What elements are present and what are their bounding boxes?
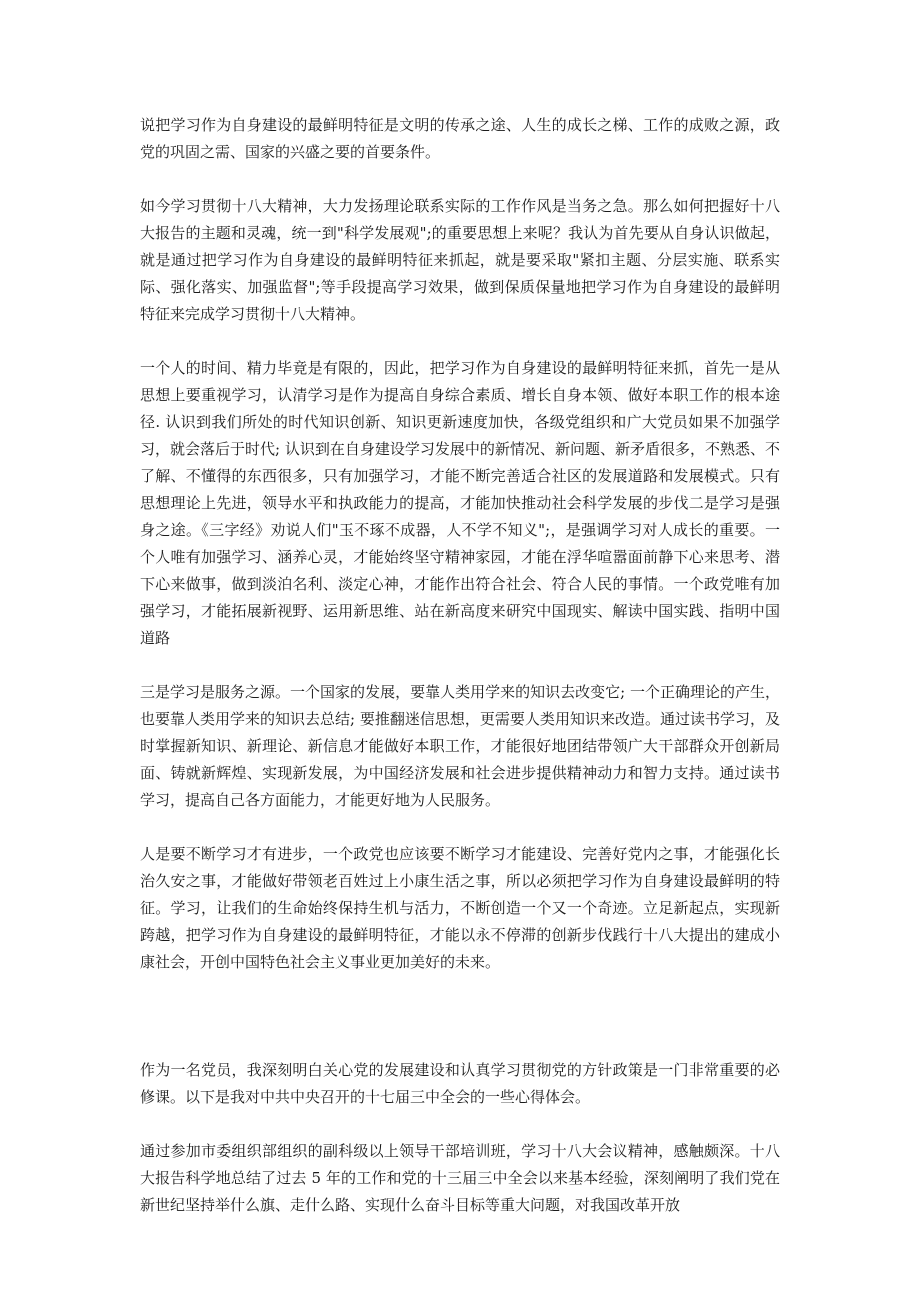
paragraph-service-source: 三是学习是服务之源。一个国家的发展，要靠人类用学来的知识去改变它; 一个正确理论的产生，也要靠人类用学来的知识去总结; 要推翻迷信思想，更需要人类用知识来改造。通过读书学习，及时掌握新知识、新理论、新信息才能做好本职工作，才能很好地团结带领广大干部群众开创新局面、铸就新辉煌、实现新发展，为中国经济发展和社会进步提供精神动力和智力支持。通过读书学习，提高自己各方面能力，才能更好地为人民服务。 bbox=[140, 683, 780, 809]
paragraph-party-member: 作为一名党员，我深刻明白关心党的发展建设和认真学习贯彻党的方针政策是一门非常重要的必修课。以下是我对中共中央召开的十七届三中全会的一些心得体会。 bbox=[140, 1061, 780, 1106]
paragraph-limited-time-energy: 一个人的时间、精力毕竟是有限的，因此，把学习作为自身建设的最鲜明特征来抓，首先一是从思想上要重视学习，认清学习是作为提高自身综合素质、增长自身本领、做好本职工作的根本途径. 认识到我们所处的时代知识创新、知识更新速度加快，各级党组织和广大党员如果不加强学习，就会落后于时代; 认识到在自身建设学习发展中的新情况、新问题、新矛盾很多，不熟悉、不了解、不懂得的东西很多，只有加强学习，才能不断完善适合社区的发展道路和发展模式。只有思想理论上先进，领导水平和执政能力的提高，才能加快推动社会科学发展的步伐二是学习是强身之途。《三字经》劝说人们"玉不琢不成器，人不学不知义";，是强调学习对人成长的重要。一个人唯有加强学习、涵养心灵，才能始终坚守精神家园，才能在浮华喧嚣面前静下心来思考、潜下心来做事，做到淡泊名利、淡定心神，才能作出符合社会、符合人民的事情。一个政党唯有加强学习，才能拓展新视野、运用新思维、站在新高度来研究中国现实、解读中国实践、指明中国道路 bbox=[140, 359, 780, 647]
document-page bbox=[140, 112, 780, 1246]
paragraph-training-course: 通过参加市委组织部组织的副科级以上领导干部培训班，学习十八大会议精神，感触颇深。十八大报告科学地总结了过去 5 年的工作和党的十三届三中全会以来基本经验，深刻阐明了我们党在新世纪坚持举什么旗、走什么路、实现什么奋斗目标等重大问题，对我国改革开放 bbox=[140, 1142, 780, 1214]
section-gap bbox=[140, 1003, 780, 1057]
paragraph-eighteenth-congress-spirit: 如今学习贯彻十八大精神，大力发扬理论联系实际的工作作风是当务之急。那么如何把握好十八大报告的主题和灵魂，统一到"科学发展观";的重要思想上来呢？我认为首先要从自身认识做起，就是通过把学习作为自身建设的最鲜明特征来抓起，就是要采取"紧扣主题、分层实施、联系实际、强化落实、加强监督";等手段提高学习效果，做到保质保量地把学习作为自身建设的最鲜明特征来完成学习贯彻十八大精神。 bbox=[140, 197, 780, 323]
paragraph-learning-importance: 说把学习作为自身建设的最鲜明特征是文明的传承之途、人生的成长之梯、工作的成败之源，政党的巩固之需、国家的兴盛之要的首要条件。 bbox=[140, 116, 780, 161]
paragraph-continuous-learning: 人是要不断学习才有进步，一个政党也应该要不断学习才能建设、完善好党内之事，才能强化长治久安之事，才能做好带领老百姓过上小康生活之事，所以必须把学习作为自身建设最鲜明的特征。学习，让我们的生命始终保持生机与活力，不断创造一个又一个奇迹。立足新起点，实现新跨越，把学习作为自身建设的最鲜明特征，才能以永不停滞的创新步伐践行十八大提出的建成小康社会，开创中国特色社会主义事业更加美好的未来。 bbox=[140, 845, 780, 971]
